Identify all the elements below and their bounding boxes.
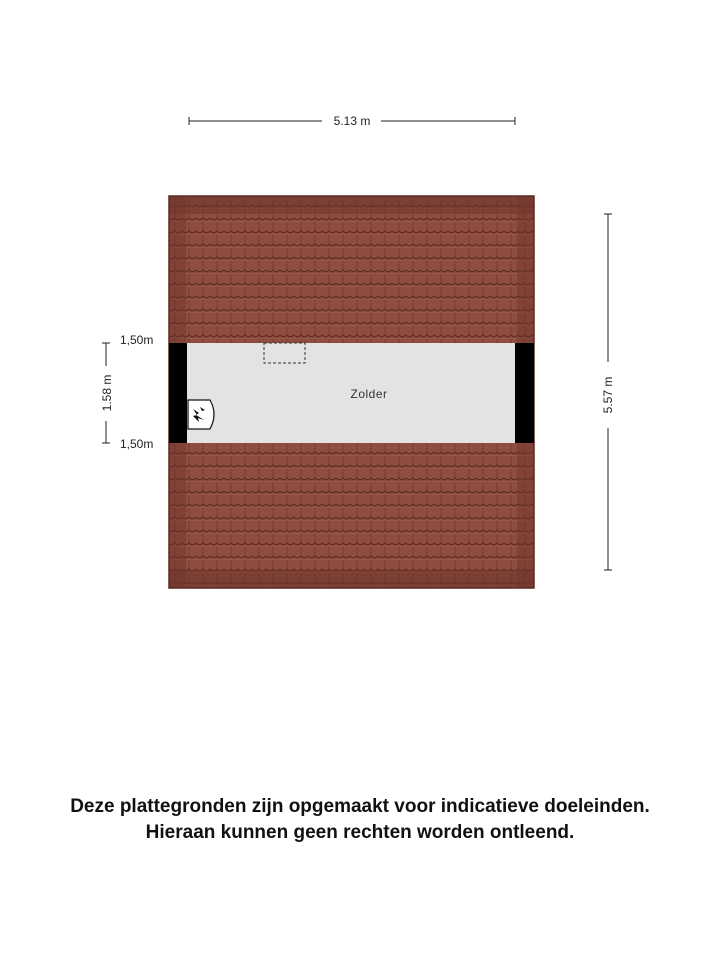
opening-dimension: [100, 333, 153, 451]
room-label-zolder: Zolder: [350, 387, 388, 401]
opening-dimension-label: 1.58 m: [100, 374, 114, 412]
height-dimension-label: 5.57 m: [601, 376, 615, 414]
disclaimer-line-1: Deze plattegronden zijn opgemaakt voor indicatieve doeleinden.: [70, 796, 650, 817]
disclaimer-line-2: Hieraan kunnen geen rechten worden ontleend.: [145, 822, 575, 843]
wall-right: [515, 343, 534, 443]
roof-top-eave: [169, 196, 534, 214]
roof-top-verge-right: [517, 196, 534, 343]
attic-room: [169, 343, 534, 443]
roof-top: [169, 196, 534, 343]
roof-bottom: [169, 443, 534, 588]
roof-bottom-verge-right: [517, 443, 534, 588]
width-dimension-label: 5.13 m: [333, 114, 371, 128]
height-dimension: [601, 214, 615, 570]
wall-left: [169, 343, 187, 443]
width-dimension: [189, 114, 515, 128]
boiler-icon: [188, 400, 214, 429]
edge-height-bottom-label: 1,50m: [120, 437, 154, 451]
edge-height-top-label: 1,50m: [120, 333, 154, 347]
roof-bottom-eave: [169, 570, 534, 588]
roof-top-verge-left: [169, 196, 186, 343]
roof-bottom-verge-left: [169, 443, 186, 588]
